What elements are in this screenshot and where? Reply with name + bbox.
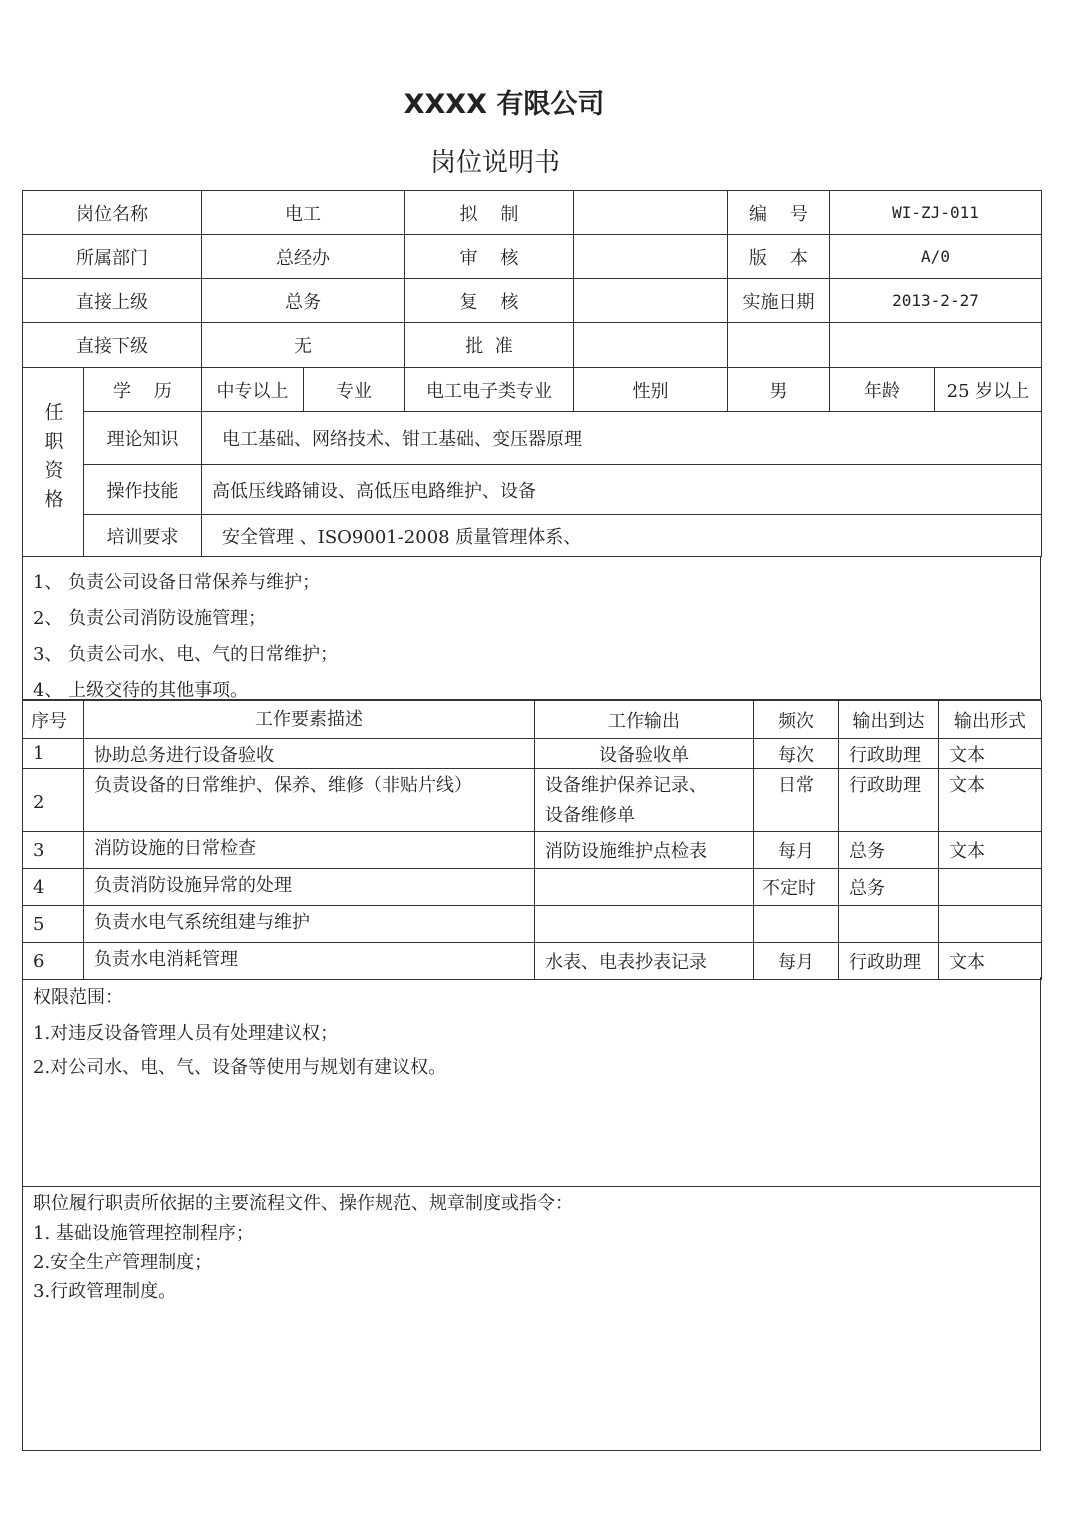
duty-item: 2、 负责公司消防设施管理； [33, 608, 267, 629]
cell-format: 文本 [939, 943, 1042, 980]
value-effective-date: 2013-2-27 [830, 279, 1042, 323]
cell-format: 文本 [939, 769, 1042, 832]
qualification-label-cell [23, 368, 84, 557]
table-row [23, 769, 1042, 832]
value-skill: 高低压线路铺设、高低压电路维护、设备 [202, 465, 1042, 515]
duty-item: 4、 上级交待的其他事项。 [33, 680, 249, 701]
cell-destination: 行政助理 [839, 769, 939, 832]
authority-item: 1.对违反设备管理人员有处理建议权； [33, 1023, 339, 1044]
duty-item: 1、 负责公司设备日常保养与维护； [33, 572, 321, 593]
cell-description: 负责水电消耗管理 [84, 943, 535, 980]
header-seq: 序号 [23, 701, 84, 739]
cell-seq: 2 [23, 769, 84, 832]
value-age: 25 岁以上 [935, 368, 1042, 412]
info-row [23, 279, 1042, 323]
label-recheck: 复 核 [405, 279, 574, 323]
authority-section [22, 977, 1041, 1187]
company-title: XXXX 有限公司 [403, 89, 605, 120]
cell-description: 负责消防设施异常的处理 [84, 869, 535, 906]
cell-seq: 5 [23, 906, 84, 943]
label-department: 所属部门 [23, 235, 202, 279]
duties-section [22, 556, 1041, 700]
cell-frequency: 日常 [754, 769, 839, 832]
cell-destination: 行政助理 [839, 943, 939, 980]
header-frequency: 频次 [754, 701, 839, 739]
cell-output [535, 769, 754, 832]
label-training: 培训要求 [84, 515, 202, 557]
cell-output [535, 906, 754, 943]
value-approve [574, 323, 728, 368]
table-row [23, 739, 1042, 769]
label-drafted: 拟 制 [405, 191, 574, 235]
authority-title: 权限范围： [33, 987, 123, 1008]
label-superior: 直接上级 [23, 279, 202, 323]
table-row [23, 832, 1042, 869]
cell-output-line: 设备维修单 [545, 805, 635, 826]
value-version: A/0 [830, 235, 1042, 279]
cell-output-line: 设备维护保养记录、 [545, 775, 707, 796]
value-gender: 男 [728, 368, 830, 412]
cell-seq: 6 [23, 943, 84, 980]
value-number: WI-ZJ-011 [830, 191, 1042, 235]
header-destination: 输出到达 [839, 701, 939, 739]
cell-format: 文本 [939, 739, 1042, 769]
document-title: 岗位说明书 [429, 148, 560, 178]
cell-output: 水表、电表抄表记录 [535, 943, 754, 980]
info-row [23, 323, 1042, 368]
label-education: 学 历 [84, 368, 202, 412]
duty-item: 3、 负责公司水、电、气的日常维护； [33, 644, 339, 665]
cell-seq: 3 [23, 832, 84, 869]
cell-frequency: 每月 [754, 832, 839, 869]
label-major: 专业 [304, 368, 405, 412]
cell-description: 协助总务进行设备验收 [84, 739, 535, 769]
label-gender: 性别 [574, 368, 728, 412]
cell-description: 负责水电气系统组建与维护 [84, 906, 535, 943]
qualification-label: 任职资格 [41, 401, 64, 518]
label-theory: 理论知识 [84, 412, 202, 465]
cell-output: 消防设施维护点检表 [535, 832, 754, 869]
cell-frequency [754, 906, 839, 943]
basis-section [22, 1187, 1041, 1451]
basis-title: 职位履行职责所依据的主要流程文件、操作规范、规章制度或指令： [33, 1193, 573, 1214]
cell-output [535, 869, 754, 906]
value-education: 中专以上 [202, 368, 304, 412]
cell-description: 消防设施的日常检查 [84, 832, 535, 869]
value-theory: 电工基础、网络技术、钳工基础、变压器原理 [202, 412, 1042, 465]
label-version: 版 本 [728, 235, 830, 279]
table-row [23, 869, 1042, 906]
cell-frequency: 每次 [754, 739, 839, 769]
label-subordinate: 直接下级 [23, 323, 202, 368]
basis-item: 2.安全生产管理制度； [33, 1252, 213, 1273]
label-skill: 操作技能 [84, 465, 202, 515]
label-age: 年龄 [830, 368, 935, 412]
cell-frequency: 不定时 [754, 869, 839, 906]
cell-seq: 1 [23, 739, 84, 769]
value-review [574, 235, 728, 279]
value-position-name: 电工 [202, 191, 405, 235]
value-major: 电工电子类专业 [405, 368, 574, 412]
cell-output: 设备验收单 [535, 739, 754, 769]
label-effective-date: 实施日期 [728, 279, 830, 323]
cell-frequency: 每月 [754, 943, 839, 980]
info-row [23, 235, 1042, 279]
value-subordinate: 无 [202, 323, 405, 368]
info-row [23, 191, 1042, 235]
cell-format: 文本 [939, 832, 1042, 869]
cell-format [939, 869, 1042, 906]
basis-item: 3.行政管理制度。 [33, 1281, 177, 1302]
basis-item: 1. 基础设施管理控制程序； [33, 1223, 254, 1244]
empty-cell [728, 323, 830, 368]
label-review: 审 核 [405, 235, 574, 279]
value-recheck [574, 279, 728, 323]
value-superior: 总务 [202, 279, 405, 323]
label-number: 编 号 [728, 191, 830, 235]
qualification-table [22, 367, 1042, 557]
cell-destination [839, 906, 939, 943]
cell-destination: 行政助理 [839, 739, 939, 769]
cell-description: 负责设备的日常维护、保养、维修（非贴片线） [84, 769, 535, 832]
label-approve: 批 准 [405, 323, 574, 368]
work-table [22, 700, 1042, 980]
cell-seq: 4 [23, 869, 84, 906]
table-row [23, 943, 1042, 980]
header-format: 输出形式 [939, 701, 1042, 739]
header-output: 工作输出 [535, 701, 754, 739]
header-description: 工作要素描述 [84, 701, 535, 739]
cell-format [939, 906, 1042, 943]
empty-cell [830, 323, 1042, 368]
value-drafted [574, 191, 728, 235]
label-position-name: 岗位名称 [23, 191, 202, 235]
cell-destination: 总务 [839, 832, 939, 869]
value-training: 安全管理 、ISO9001-2008 质量管理体系、 [202, 515, 1042, 557]
cell-destination: 总务 [839, 869, 939, 906]
authority-item: 2.对公司水、电、气、设备等使用与规划有建议权。 [33, 1057, 447, 1078]
work-header-row [23, 701, 1042, 739]
table-row [23, 906, 1042, 943]
info-table [22, 190, 1042, 368]
value-department: 总经办 [202, 235, 405, 279]
